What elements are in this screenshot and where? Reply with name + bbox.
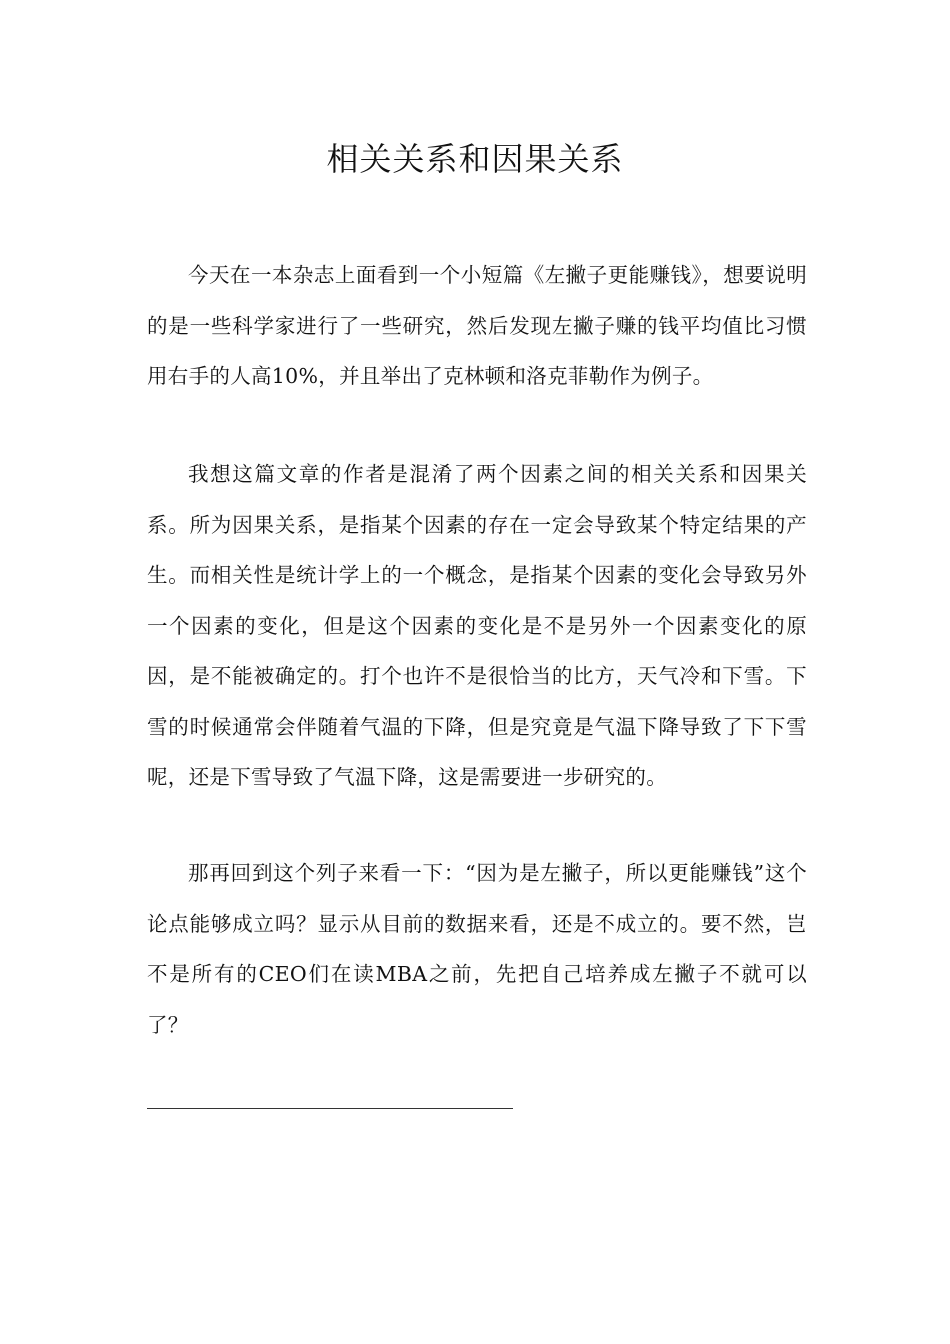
paragraph-1: 今天在一本杂志上面看到一个小短篇《左撇子更能赚钱》，想要说明的是一些科学家进行了一些研究，然后发现左撇子赚的钱平均值比习惯用右手的人高10%，并且举出了克林顿和洛克菲勒作为例子。: [147, 263, 807, 388]
paragraph-3: 那再回到这个列子来看一下：“因为是左撇子，所以更能赚钱”这个论点能够成立吗？显示从目前的数据来看，还是不成立的。要不然，岂不是所有的CEO们在读MBA之前，先把自己培养成左撇子不就可以了？: [147, 861, 807, 1037]
paragraph-2: 我想这篇文章的作者是混淆了两个因素之间的相关关系和因果关系。所为因果关系，是指某个因素的存在一定会导致某个特定结果的产生。而相关性是统计学上的一个概念，是指某个因素的变化会导致另外一个因素的变化，但是这个因素的变化是不是另外一个因素变化的原因，是不能被确定的。打个也许不是很恰当的比方，天气冷和下雪。下雪的时候通常会伴随着气温的下降，但是究竟是气温下降导致了下下雪呢，还是下雪导致了气温下降，这是需要进一步研究的。: [147, 462, 807, 789]
document-title: 相关关系和因果关系: [326, 140, 624, 178]
footnote-divider: [147, 1108, 513, 1109]
